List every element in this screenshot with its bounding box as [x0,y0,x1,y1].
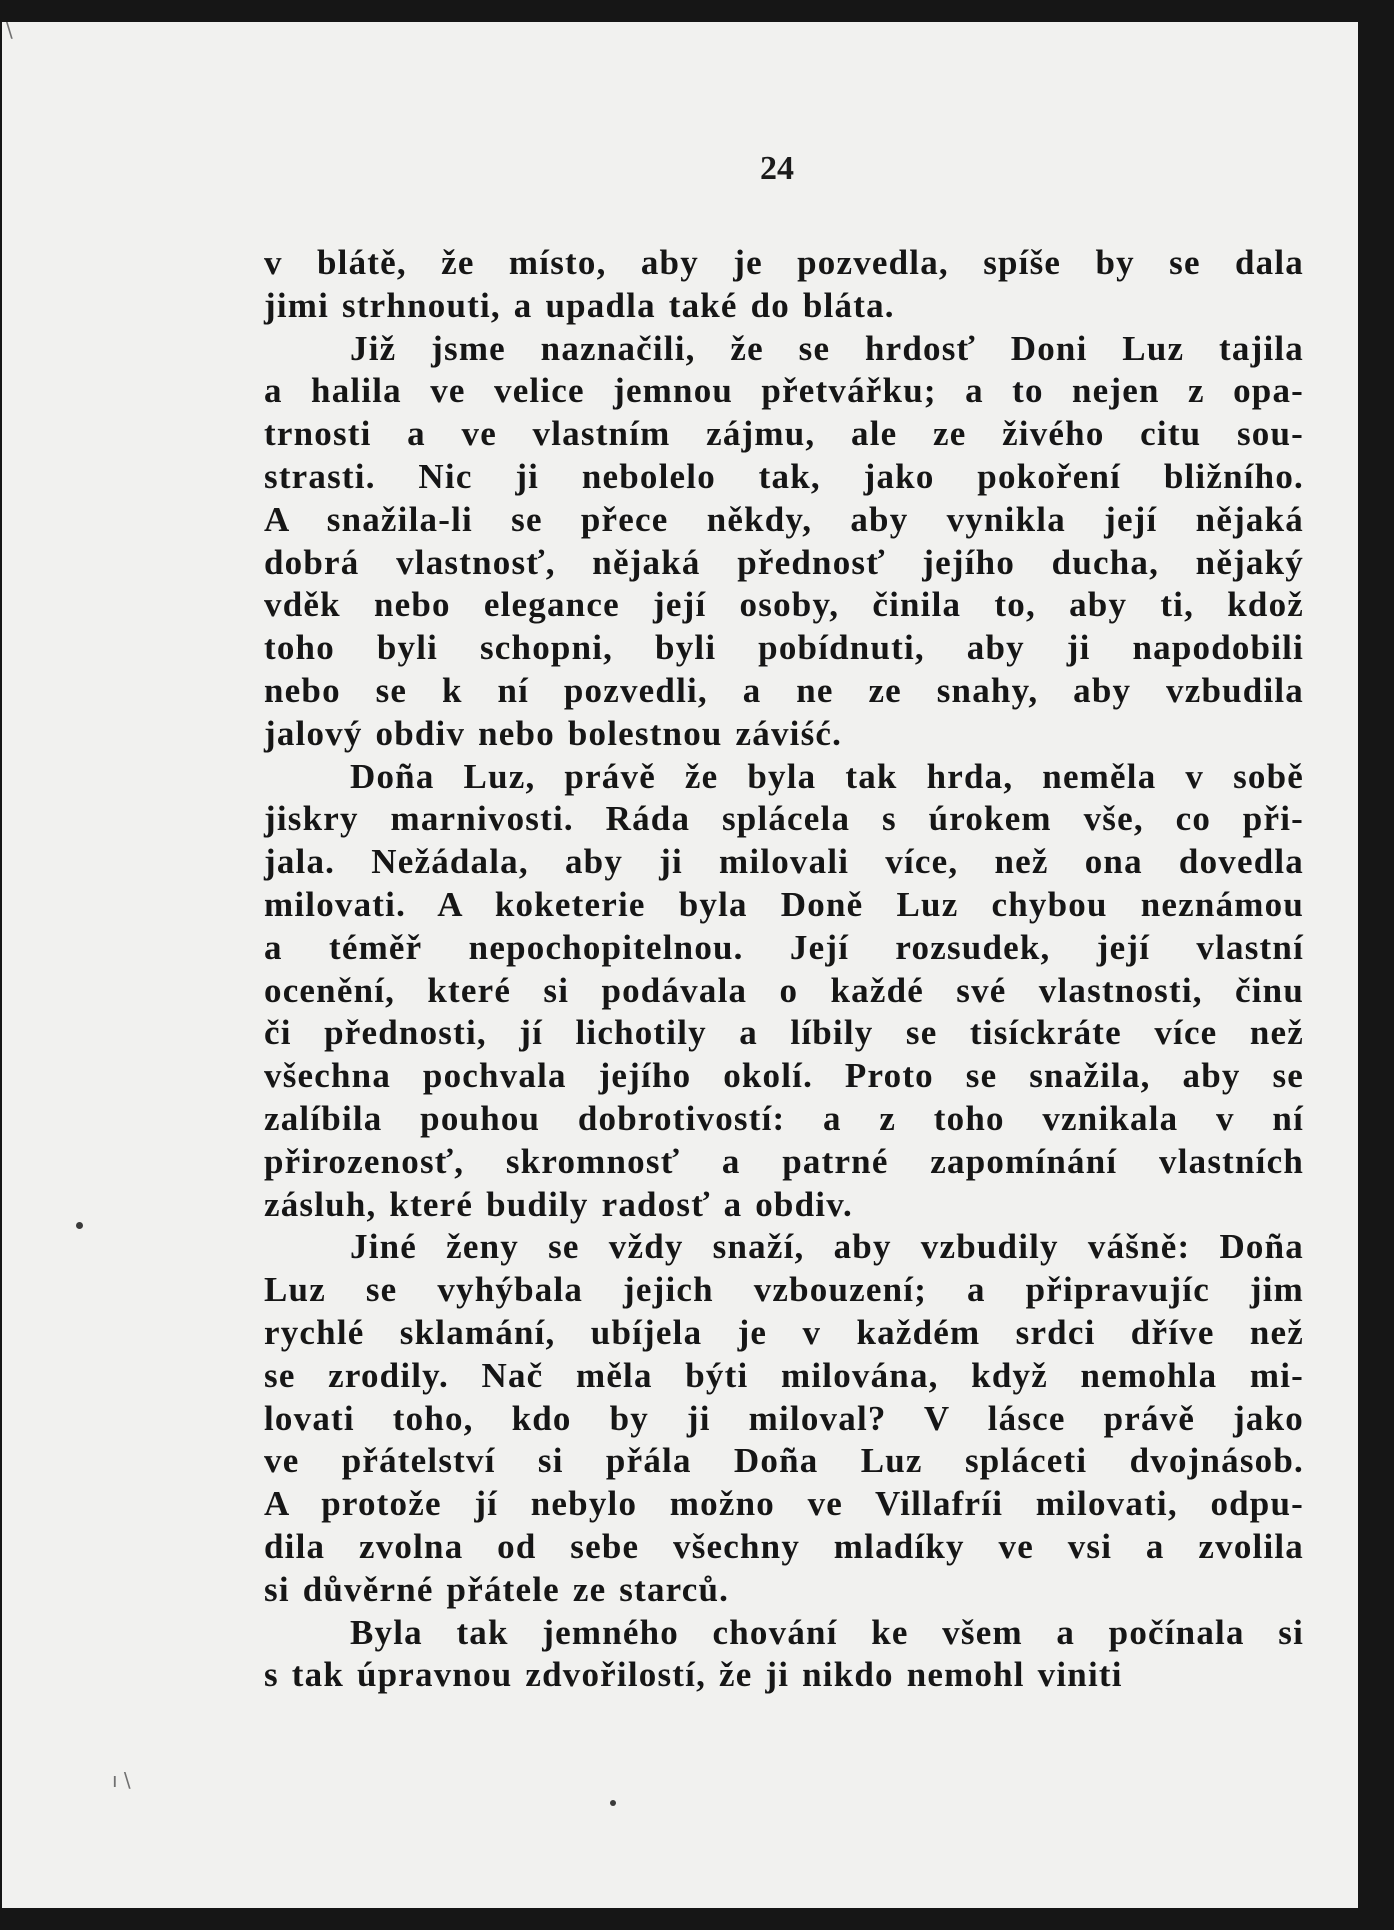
paragraph [264,328,1304,756]
margin-mark-bottom: ı \ [112,1768,131,1792]
text-line: ve přátelství si přála Doña Luz spláceti dvojnásob. [264,1441,1304,1481]
body-text [264,242,1304,1697]
text-line: trnosti a ve vlastním zájmu, ale ze živého citu sou- [264,414,1304,454]
text-line: A snažila-li se přece někdy, aby vynikla její nějaká [264,499,1304,539]
text-line: v blátě, že místo, aby je pozvedla, spíše by se dala [264,243,1304,282]
ink-speck [76,1222,83,1229]
text-line: Luz se vyhýbala jejich vzbouzení; a připravujíc jim [264,1270,1304,1310]
text-line: se zrodily. Nač měla býti milována, když nemohla mi- [264,1355,1304,1395]
text-line: dila zvolna od sebe všechny mladíky ve vsi a zvolila [264,1526,1304,1566]
text-line: si důvěrné přátele ze starců. [264,1569,730,1609]
page-number: 24 [760,150,794,187]
margin-mark-top: \ [6,18,13,42]
text-line: Byla tak jemného chování ke všem a počínala si [350,1612,1304,1652]
text-line: přirozenosť, skromnosť a patrné zapomínání vlastních [264,1141,1304,1181]
text-line: jimi strhnouti, a upadla také do bláta. [264,285,895,325]
text-line: lovati toho, kdo by ji miloval? V lásce právě jako [264,1398,1304,1438]
text-line: strasti. Nic ji nebolelo tak, jako pokoření bližního. [264,456,1304,496]
text-line: ocenění, které si podávala o každé své vlastnosti, činu [264,970,1304,1010]
text-line: nebo se k ní pozvedli, a ne ze snahy, aby vzbudila [264,670,1304,710]
text-line: A protože jí nebylo možno ve Villafríi milovati, odpu- [264,1484,1304,1524]
text-line: jiskry marnivosti. Ráda splácela s úrokem vše, co při- [264,799,1304,839]
ink-speck [610,1800,616,1806]
paragraph [264,756,1304,1227]
paragraph [264,1612,1304,1698]
text-line: zásluh, které budily radosť a obdiv. [264,1184,853,1224]
text-line: vděk nebo elegance její osoby, činila to, aby ti, kdož [264,585,1304,625]
text-line: a halila ve velice jemnou přetvářku; a to nejen z opa- [264,371,1304,411]
text-line: a téměř nepochopitelnou. Její rozsudek, její vlastní [264,927,1304,967]
text-line: zalíbila pouhou dobrotivostí: a z toho vznikala v ní [264,1098,1304,1138]
paragraph [264,1226,1304,1611]
text-line: všechna pochvala jejího okolí. Proto se snažila, aby se [264,1056,1304,1096]
text-line: s tak úpravnou zdvořilostí, že ji nikdo nemohl viniti [264,1655,1123,1695]
text-line: toho byli schopni, byli pobídnuti, aby ji napodobili [264,628,1304,668]
text-line: jala. Nežádala, aby ji milovali více, než ona dovedla [264,842,1304,882]
text-line: Jiné ženy se vždy snaží, aby vzbudily vášně: Doña [350,1227,1304,1267]
text-line: rychlé sklamání, ubíjela je v každém srdci dříve než [264,1312,1304,1352]
text-line: Doña Luz, právě že byla tak hrda, neměla v sobě [350,756,1304,796]
text-line: jalový obdiv nebo bolestnou záviść. [264,713,843,753]
text-line: dobrá vlastnosť, nějaká přednosť jejího ducha, nějaký [264,542,1304,582]
text-line: Již jsme naznačili, že se hrdosť Doni Luz tajila [350,328,1304,368]
paragraph [264,242,1304,328]
text-line: či přednosti, jí lichotily a líbily se tisíckráte více než [264,1013,1304,1053]
text-line: milovati. A koketerie byla Doně Luz chybou neznámou [264,884,1304,924]
